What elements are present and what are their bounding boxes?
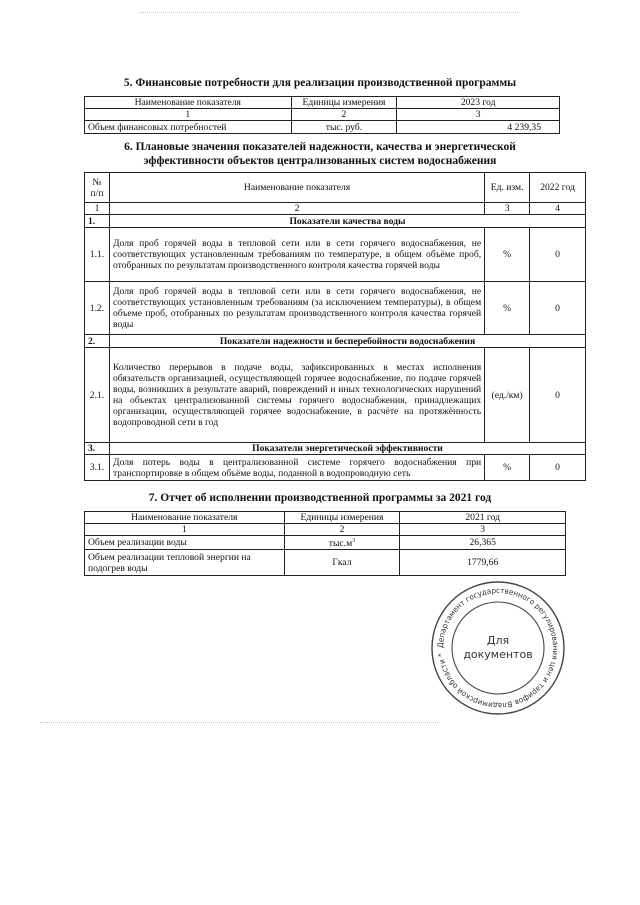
section5-header-row: [85, 97, 560, 109]
group-num: 3.: [85, 443, 110, 455]
indicator-value: 0: [530, 348, 586, 443]
section5-number-cell: 3: [397, 109, 560, 121]
group-row-energy: [85, 443, 586, 455]
section6-title-line1: 6. Плановые значения показателей надежности, качества и энергетической: [124, 141, 516, 153]
section7-header-unit: Единицы измерения: [284, 512, 400, 524]
stamp-ring-textpath: Департамент государственного регулирования цен и тарифов Владимирской области *: [435, 585, 561, 711]
section7-row-unit: [284, 536, 400, 550]
indicator-num: 1.2.: [85, 282, 110, 335]
section7-header-row: [85, 512, 566, 524]
scan-artifact-bottom: [40, 722, 440, 724]
section6-header-unit: Ед. изм.: [485, 173, 530, 203]
section7-row-name: Объем реализации воды: [85, 536, 285, 550]
section6-number-cell: 3: [485, 203, 530, 215]
group-num: 1.: [85, 215, 110, 228]
indicator-num: 2.1.: [85, 348, 110, 443]
section7-row-name: Объем реализации тепловой энергии на подогрев воды: [85, 550, 285, 576]
section5-table: [84, 96, 560, 134]
section7-header-name: Наименование показателя: [85, 512, 285, 524]
section7-title: 7. Отчет об исполнении производственной программы за 2021 год: [148, 492, 492, 504]
indicator-unit: %: [485, 282, 530, 335]
indicator-num: 1.1.: [85, 228, 110, 282]
indicator-row: [85, 228, 586, 282]
section6-number-row: [85, 203, 586, 215]
indicator-unit: %: [485, 228, 530, 282]
section7-number-row: [85, 524, 566, 536]
indicator-unit: %: [485, 455, 530, 481]
section7-number-cell: 1: [85, 524, 285, 536]
group-num: 2.: [85, 335, 110, 348]
section6-header-year: 2022 год: [530, 173, 586, 203]
section6-header-name: Наименование показателя: [109, 173, 484, 203]
official-stamp: [428, 578, 568, 718]
section6-title-line2: эффективности объектов централизованных систем водоснабжения: [143, 155, 497, 167]
section5-title: 5. Финансовые потребности для реализации производственной программы: [123, 77, 517, 89]
group-title: Показатели надежности и бесперебойности водоснабжения: [109, 335, 585, 348]
indicator-text: Количество перерывов в подаче воды, зафиксированных в местах исполнения обязательств организацией, осуществляющей горячее водоснабжение, по подаче горячей воды, возникших в результате аварий, повреждений и иных технологических нарушений на объектах централизованной системы горячего водоснабжения, принадлежащих организации, осуществляющей горячее водоснабжение, в расчёте на протяжённость водопроводной сети в год: [109, 348, 484, 443]
indicator-value: 0: [530, 282, 586, 335]
section7-header-year: 2021 год: [400, 512, 566, 524]
indicator-unit: (ед./км): [485, 348, 530, 443]
section5-row-name: Объем финансовых потребностей: [85, 121, 292, 134]
indicator-row: [85, 455, 586, 481]
section5-row-unit: тыс. руб.: [291, 121, 397, 134]
section5-row-value: 4 239,35: [397, 121, 560, 134]
section7-table: [84, 511, 566, 576]
indicator-value: 0: [530, 455, 586, 481]
stamp-center-line2: документов: [463, 648, 533, 661]
section7-data-row: [85, 536, 566, 550]
section6-table: [84, 172, 586, 481]
indicator-num: 3.1.: [85, 455, 110, 481]
indicator-row: [85, 348, 586, 443]
scan-artifact-top: [140, 12, 520, 14]
section5-number-row: [85, 109, 560, 121]
indicator-text: Доля проб горячей воды в тепловой сети или в сети горячего водоснабжения, не соответствующих установленным требованиям (за исключением температуры), в общем объеме проб, отобранных по результатам производственного контроля качества горячей воды: [109, 282, 484, 335]
section5-data-row: [85, 121, 560, 134]
section7-row-unit: Гкал: [284, 550, 400, 576]
group-title: Показатели энергетической эффективности: [109, 443, 585, 455]
indicator-text: Доля проб горячей воды в тепловой сети или в сети горячего водоснабжения, не соответствующих установленным требованиям по температуре, в общем объёме проб, отобранных по результатам производственного контроля качества горячей воды: [109, 228, 484, 282]
section7-number-cell: 3: [400, 524, 566, 536]
unit-text: тыс.м: [328, 538, 353, 550]
section6-header-row: [85, 173, 586, 203]
unit-superscript: 3: [352, 538, 356, 544]
section6-number-cell: 1: [85, 203, 110, 215]
section7-number-cell: 2: [284, 524, 400, 536]
section7-row-value: 1779,66: [400, 550, 566, 576]
section5-header-name: Наименование показателя: [85, 97, 292, 109]
section6-number-cell: 4: [530, 203, 586, 215]
indicator-text: Доля потерь воды в централизованной системе горячего водоснабжения при транспортировке в общем объёме воды, поданной в водопроводную сеть: [109, 455, 484, 481]
indicator-row: [85, 282, 586, 335]
section5-header-unit: Единицы измерения: [291, 97, 397, 109]
section7-data-row: [85, 550, 566, 576]
group-row-quality: [85, 215, 586, 228]
section7-row-value: 26,365: [400, 536, 566, 550]
section5-number-cell: 2: [291, 109, 397, 121]
section5-header-year: 2023 год: [397, 97, 560, 109]
section6-header-num: № п/п: [85, 173, 110, 203]
section6-number-cell: 2: [109, 203, 484, 215]
section5-number-cell: 1: [85, 109, 292, 121]
stamp-center-line1: Для: [486, 634, 510, 647]
group-row-reliability: [85, 335, 586, 348]
group-title: Показатели качества воды: [109, 215, 585, 228]
indicator-value: 0: [530, 228, 586, 282]
